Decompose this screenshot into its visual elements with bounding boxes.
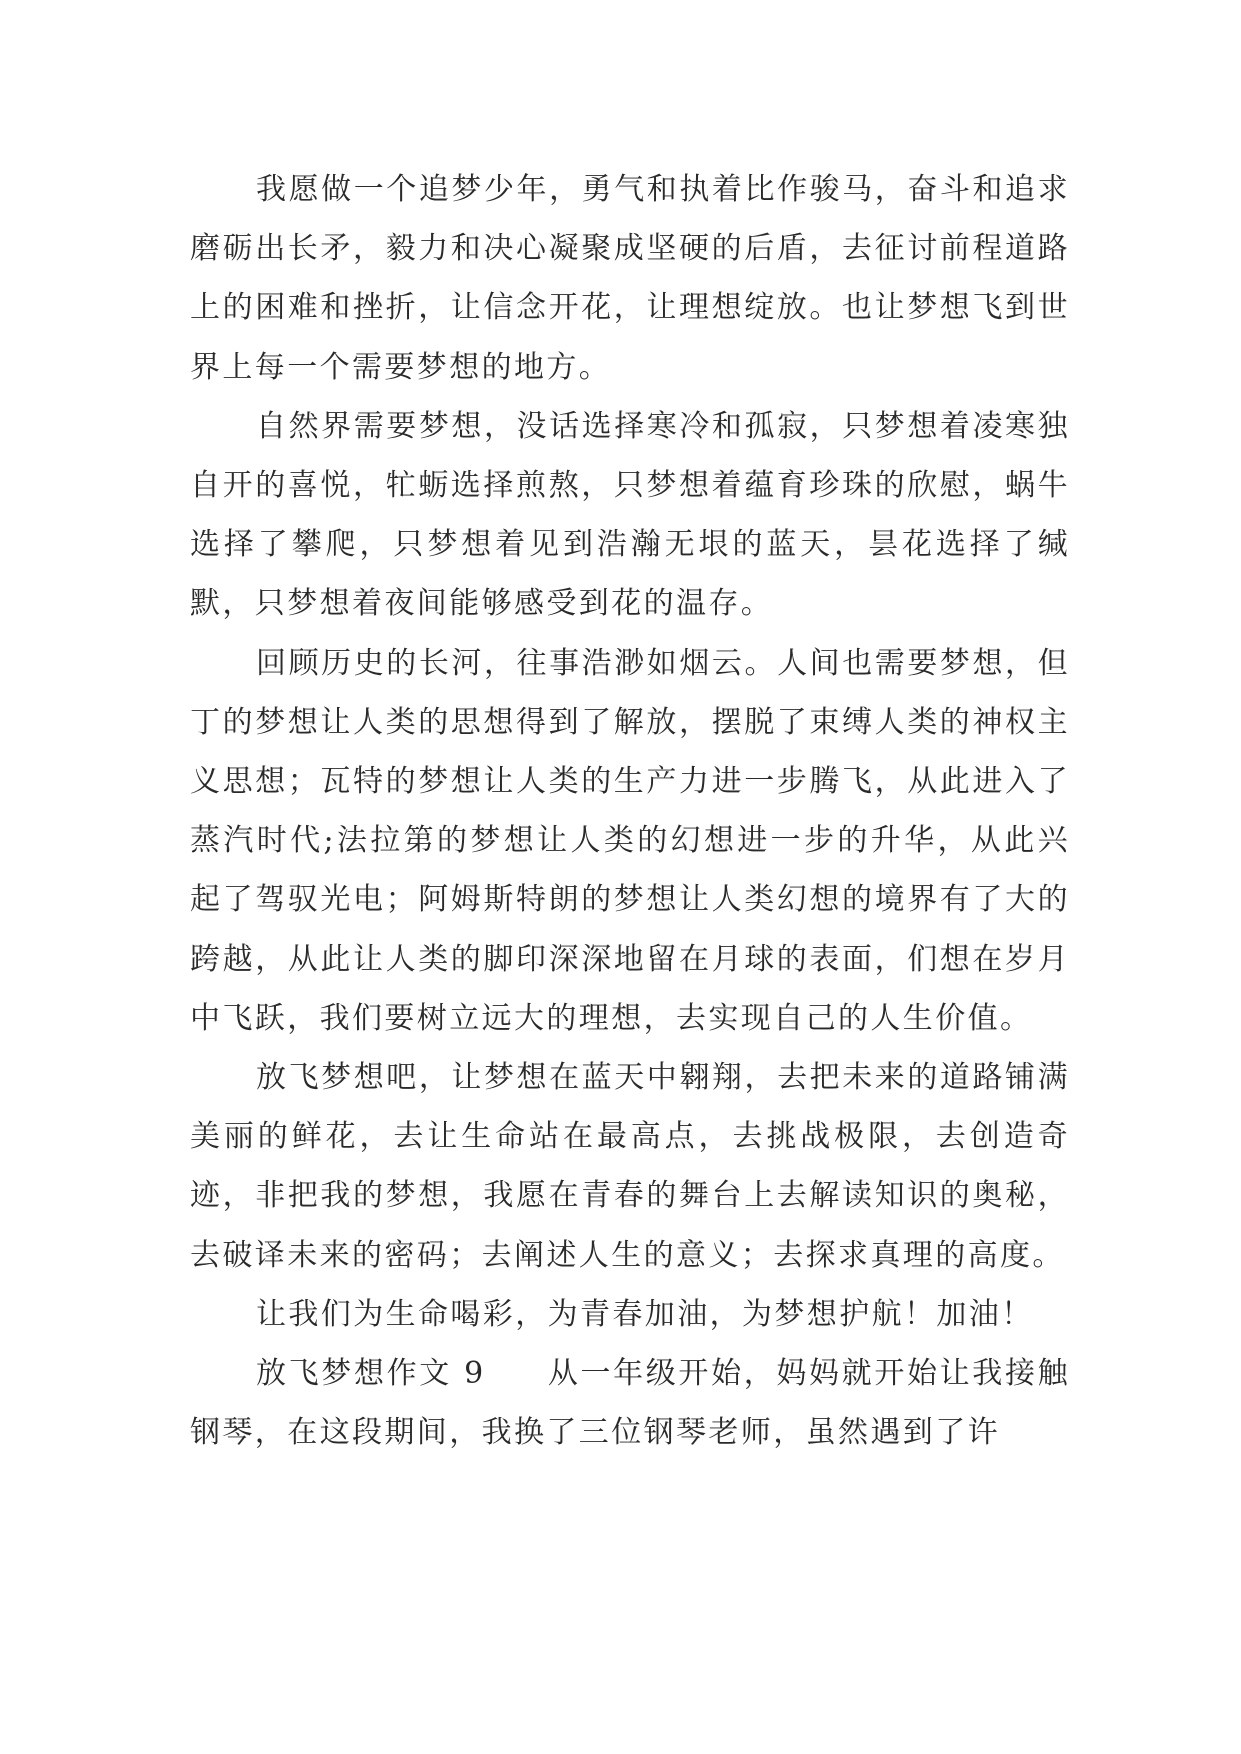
paragraph-3: 回顾历史的长河，往事浩渺如烟云。人间也需要梦想，但丁的梦想让人类的思想得到了解放，摆脱了束缚人类的神权主义思想；瓦特的梦想让人类的生产力进一步腾飞，从此进入了蒸汽时代;法拉第的梦想让人类的幻想进一步的升华，从此兴起了驾驭光电；阿姆斯特朗的梦想让人类幻想的境界有了大的跨越，从此让人类的脚印深深地留在月球的表面，们想在岁月中飞跃，我们要树立远大的理想，去实现自己的人生价值。 <box>190 645 1070 1036</box>
last-paragraph-text: 从一年级开始，妈妈就开始让我接触钢琴，在这段期间，我换了三位钢琴老师，虽然遇到了许 <box>190 1356 1070 1451</box>
essay-heading: 放飞梦想作文 9 <box>256 1356 486 1392</box>
paragraph-2: 自然界需要梦想，没话选择寒冷和孤寂，只梦想着凌寒独自开的喜悦，牤蛎选择煎熬，只梦想着蕴育珍珠的欣慰，蜗牛选择了攀爬，只梦想着见到浩瀚无垠的蓝天，昙花选择了缄默，只梦想着夜间能够感受到花的温存。 <box>190 408 1070 622</box>
paragraph-4: 放飞梦想吧，让梦想在蓝天中翱翔，去把未来的道路铺满美丽的鲜花，去让生命站在最高点，去挑战极限，去创造奇迹，非把我的梦想，我愿在青春的舞台上去解读知识的奥秘，去破译未来的密码；去阐述人生的意义；去探求真理的高度。 <box>190 1060 1070 1273</box>
essay-body <box>190 160 1070 1462</box>
paragraph-1: 我愿做一个追梦少年，勇气和执着比作骏马，奋斗和追求磨砺出长矛，毅力和决心凝聚成坚硬的后盾，去征讨前程道路上的困难和挫折，让信念开花，让理想绽放。也让梦想飞到世界上每一个需要梦想的地方。 <box>190 172 1070 385</box>
paragraph-5: 让我们为生命喝彩，为青春加油，为梦想护航！加油！ <box>256 1296 1034 1332</box>
essay-section-paragraph <box>190 1344 1070 1462</box>
